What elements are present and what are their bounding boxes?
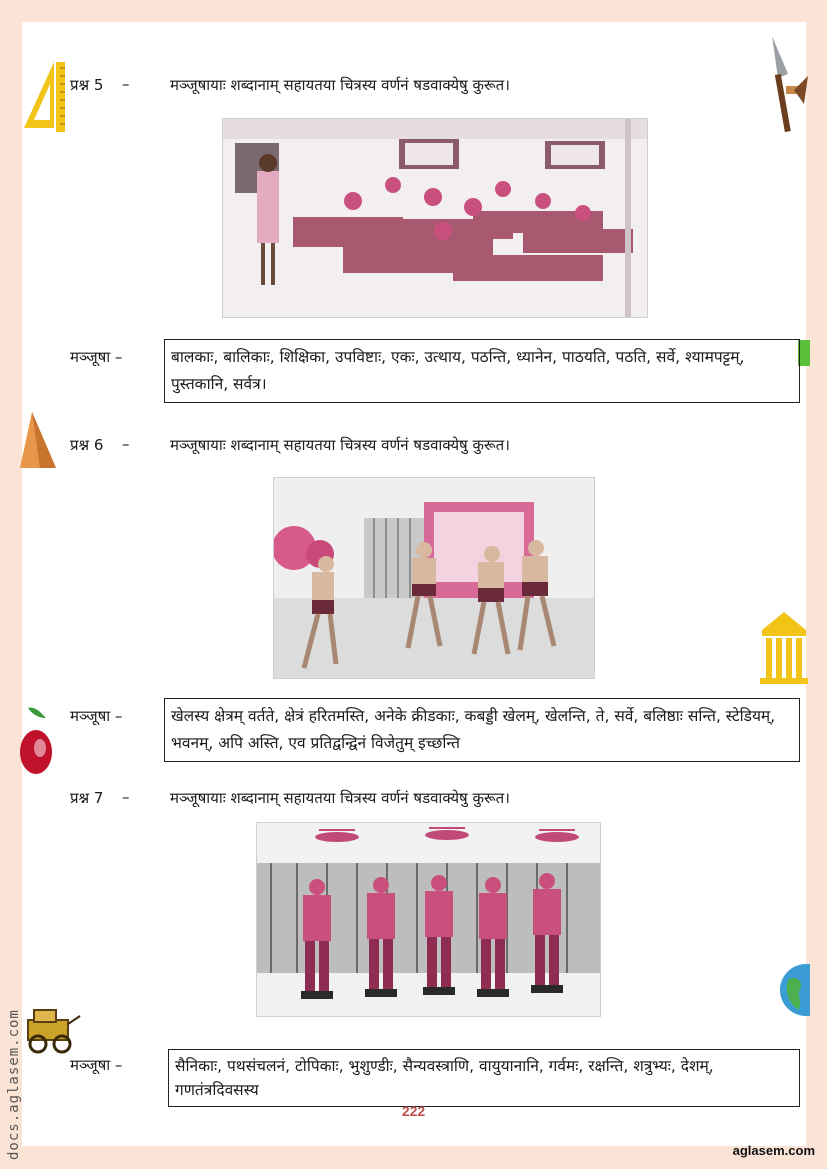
classroom-picture [222, 118, 648, 318]
word-box: बालकाः, बालिकाः, शिक्षिका, उपविष्टाः, एकः, उत्थाय, पठन्ति, ध्यानेन, पाठयति, पठति, सर्वे, श्यामपट्टम्, पुस्तकानि, सर्वत्र। [164, 339, 800, 403]
globe-icon [778, 962, 810, 1018]
ruler-set-square-icon [18, 58, 66, 134]
question-label: प्रश्न 7 [70, 789, 104, 807]
question-dash: – [122, 75, 130, 93]
question-instruction: मञ्जूषायाः शब्दानाम् सहायतया चित्रस्य वर्णनं षडवाक्येषु कुरूत। [170, 436, 510, 454]
kabaddi-picture [273, 477, 595, 679]
manjusha-label: मञ्जूषा – [70, 1056, 123, 1074]
question-7-row [70, 788, 790, 810]
page-number: 222 [401, 1103, 426, 1119]
watermark: docs.aglasem.com [6, 1009, 22, 1160]
question-label: प्रश्न 6 [70, 436, 104, 454]
site-name[interactable]: aglasem.com [732, 1143, 815, 1158]
question-5-row [70, 75, 790, 97]
question-instruction: मञ्जूषायाः शब्दानाम् सहायतया चित्रस्य वर्णनं षडवाक्येषु कुरूत। [170, 789, 510, 807]
question-dash: – [122, 788, 130, 806]
manjusha-label: मञ्जूषा – [70, 348, 123, 366]
pyramid-icon [18, 410, 58, 470]
question-6-row [70, 435, 790, 457]
manjusha-label: मञ्जूषा – [70, 707, 123, 725]
question-5-manjusha-row [70, 339, 800, 403]
fruit-icon [18, 704, 58, 776]
vintage-car-icon [22, 1000, 82, 1056]
pillar-building-icon [758, 608, 810, 686]
question-7-manjusha-row [70, 1049, 800, 1107]
parade-picture [256, 822, 601, 1017]
word-box: खेलस्य क्षेत्रम् वर्तते, क्षेत्रं हरितमस्ति, अनेके क्रीडकाः, कबड्डी खेलम्, खेलन्ति, ते, सर्वे, बलिष्ठाः सन्ति, स्टेडियम्, भवनम्, अपि अस्ति, एव प्रतिद्वन्द्विनं विजेतुम् इच्छन्ति [164, 698, 800, 762]
question-dash: – [122, 435, 130, 453]
question-instruction: मञ्जूषायाः शब्दानाम् सहायतया चित्रस्य वर्णनं षडवाक्येषु कुरूत। [170, 76, 510, 94]
question-label: प्रश्न 5 [70, 76, 104, 94]
question-6-manjusha-row [70, 698, 800, 762]
word-box: सैनिकाः, पथसंचलनं, टोपिकाः, भुशुण्डीः, सैन्यवस्त्राणि, वायुयानानि, गर्वमः, रक्षन्ति, शत्रुभ्यः, देशम्, गणतंत्रदिवसस्य [168, 1049, 800, 1107]
